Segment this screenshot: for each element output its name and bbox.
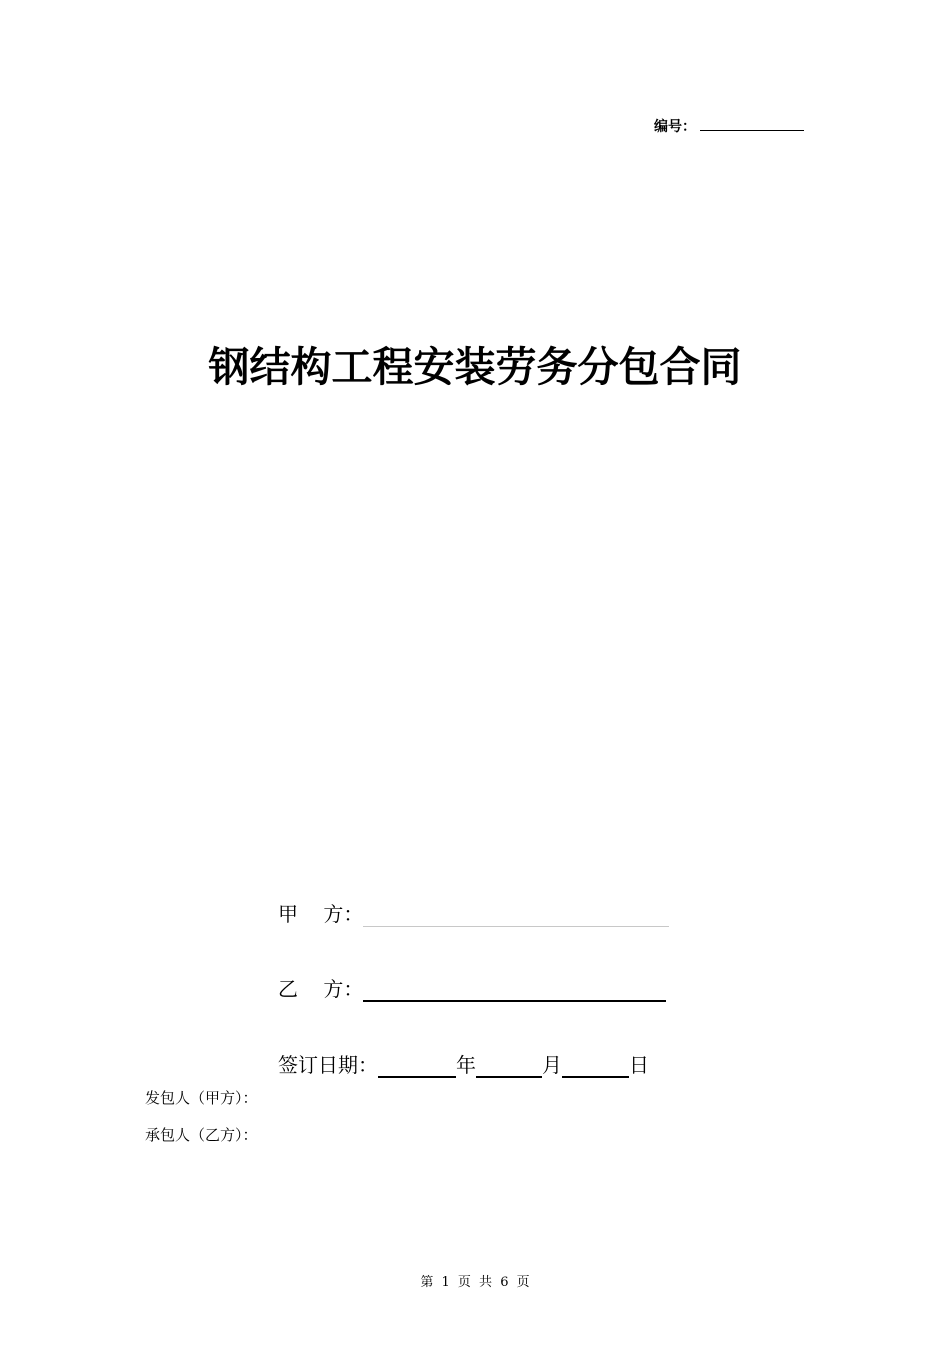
- party-b-field: [278, 973, 666, 1002]
- month-blank: [476, 1054, 542, 1078]
- year-label: 年: [456, 1053, 476, 1077]
- signing-date-field: [278, 1049, 649, 1078]
- day-label: 日: [629, 1053, 649, 1077]
- signing-date-label: 签订日期：: [278, 1053, 378, 1077]
- day-blank: [562, 1054, 629, 1078]
- serial-number-field: [654, 116, 804, 136]
- party-a-label: 甲 方：: [278, 902, 364, 926]
- year-blank: [378, 1054, 456, 1078]
- employer-line: 发包人（甲方）：: [145, 1089, 258, 1107]
- month-label: 月: [542, 1053, 562, 1077]
- party-a-field: [278, 898, 669, 927]
- serial-number-blank: [700, 116, 804, 131]
- party-b-blank: [363, 978, 666, 1002]
- contractor-line: 承包人（乙方）：: [145, 1126, 258, 1144]
- page-number: 第 1 页 共 6 页: [420, 1275, 530, 1290]
- serial-number-label: 编号：: [654, 119, 696, 135]
- party-b-label: 乙 方：: [278, 977, 364, 1001]
- party-a-blank: [363, 906, 669, 927]
- document-title: 钢结构工程安装劳务分包合同: [208, 343, 742, 391]
